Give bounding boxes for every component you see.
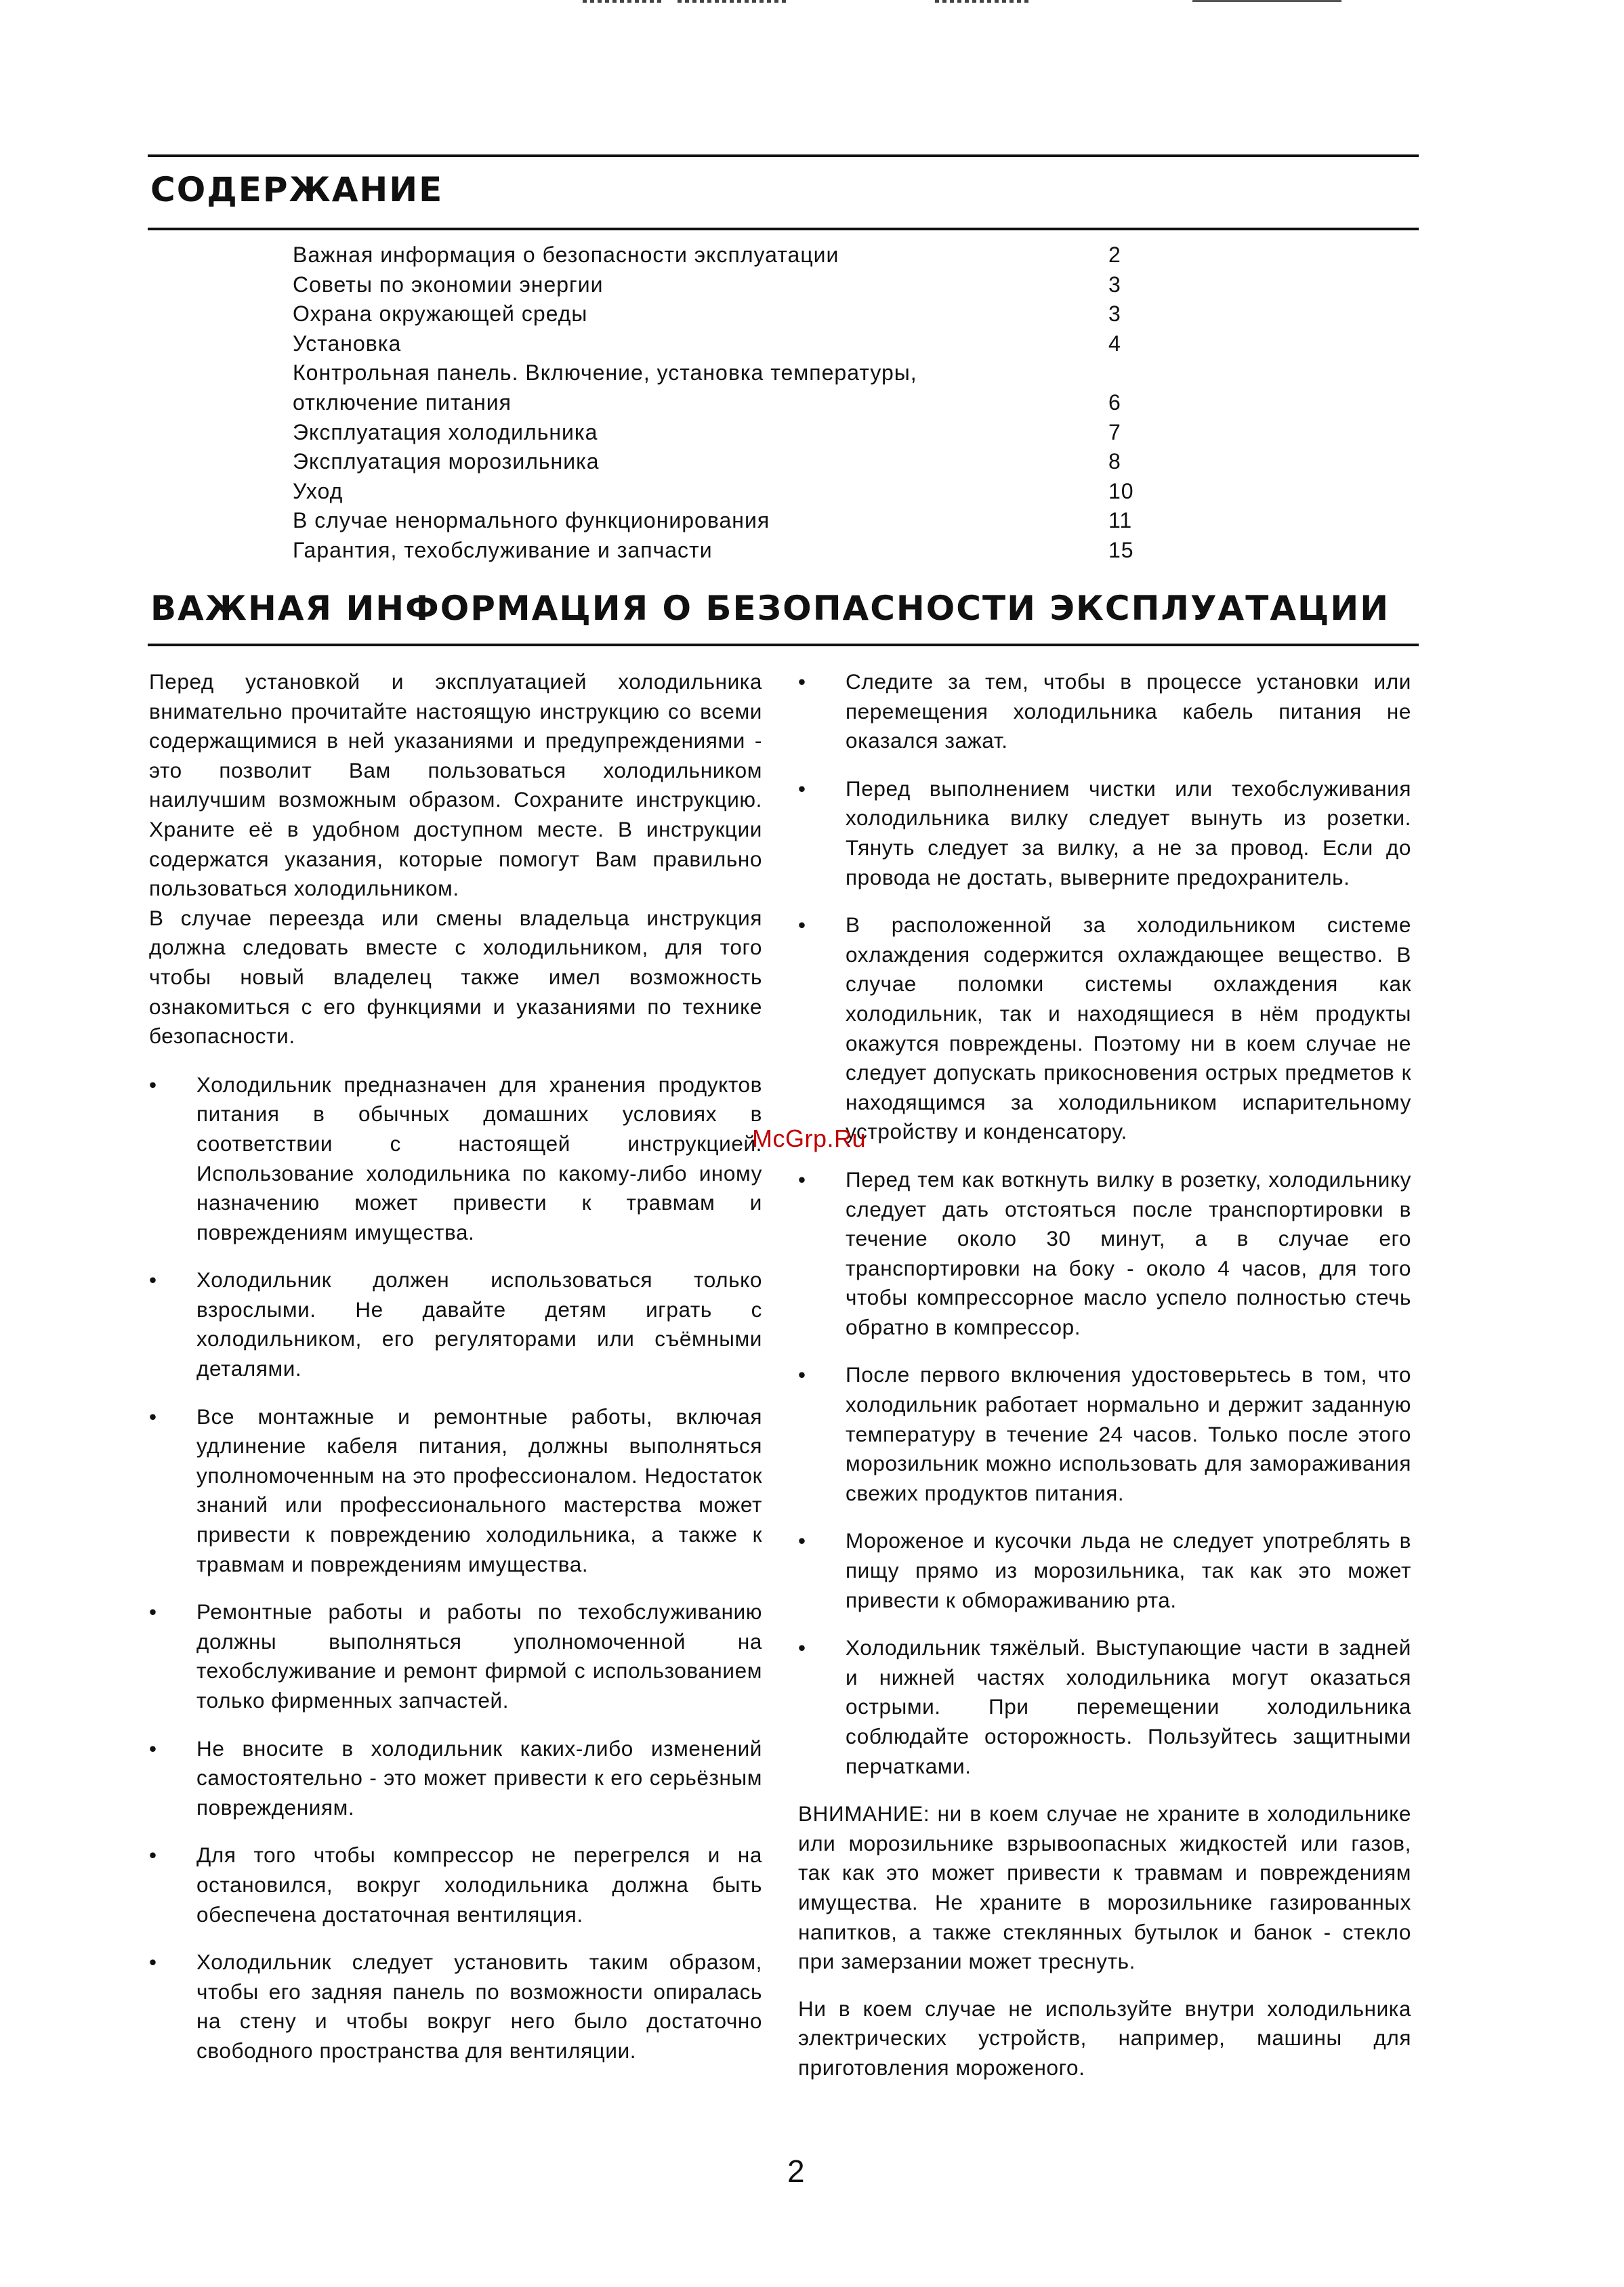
toc-item-page: 2 xyxy=(1108,243,1121,267)
toc-item-label: Эксплуатация морозильника xyxy=(293,449,600,474)
safety-bullet xyxy=(149,1597,762,1715)
safety-bullet xyxy=(798,667,1411,756)
bullet-icon: • xyxy=(149,1404,157,1429)
toc-item-label: Советы по экономии энергии xyxy=(293,272,604,297)
bullet-icon: • xyxy=(798,912,806,938)
safety-bullet xyxy=(149,1841,762,1929)
toc-item xyxy=(293,299,1140,329)
scan-artifact xyxy=(583,0,664,3)
toc-item xyxy=(293,506,1140,536)
bullet-icon: • xyxy=(149,1843,157,1868)
rule-top xyxy=(148,154,1419,157)
safety-title: ВАЖНАЯ ИНФОРМАЦИЯ О БЕЗОПАСНОСТИ ЭКСПЛУАТАЦИИ xyxy=(150,589,1390,628)
bullet-text: Для того чтобы компрессор не перегрелся и на остановился, вокруг холодильника должна быть обеспечена достаточная вентиляция. xyxy=(196,1843,762,1927)
warning-paragraph: ВНИМАНИЕ: ни в коем случае не храните в холодильнике или морозильнике взрывоопасных жидкостей или газов, так как это может привести к травмам и повреждениям имущества. Не храните в морозильнике газированных напитков, а также стеклянных бутылок и банок - стекло при замерзании может треснуть. xyxy=(798,1801,1411,1974)
toc-item-label: Контрольная панель. Включение, установка температуры, xyxy=(293,360,917,385)
spacer xyxy=(798,1977,1411,1994)
toc-item-page: 3 xyxy=(1108,301,1121,327)
bullet-icon: • xyxy=(798,1167,806,1192)
toc-item xyxy=(293,270,1140,300)
toc-item-page: 11 xyxy=(1108,508,1133,533)
toc-item-page: 6 xyxy=(1108,390,1121,415)
safety-bullet xyxy=(149,1070,762,1248)
toc-item-page: 15 xyxy=(1108,537,1134,562)
safety-list-right xyxy=(798,667,1411,1781)
bullet-text: Холодильник тяжёлый. Выступающие части в задней и нижней частях холодильника могут оказаться острыми. При перемещении холодильника соблюдайте осторожность. Пользуйтесь защитными перчатками. xyxy=(846,1635,1411,1778)
toc-item xyxy=(293,536,1140,566)
bullet-text: В расположенной за холодильником системе охлаждения содержится охлаждающее вещество. В случае поломки системы охлаждения как холодильник, так и находящиеся в нём продукты окажутся повреждены. Поэтому ни в коем случае не следует допускать прикосновения острых предметов к находящимся за холодильником испарительному устройству и конденсатору. xyxy=(846,912,1411,1144)
bullet-icon: • xyxy=(149,1267,157,1293)
bullet-text: Холодильник должен использоваться только взрослыми. Не давайте детям играть с холодильником, его регуляторами или съёмными деталями. xyxy=(196,1267,762,1381)
toc-item xyxy=(293,477,1140,507)
safety-bullet xyxy=(149,1265,762,1383)
toc-item xyxy=(293,240,1140,270)
bullet-icon: • xyxy=(798,1362,806,1387)
intro-paragraph: В случае переезда или смены владельца инструкция должна следовать вместе с холодильником, для того чтобы новый владелец также имел возможность ознакомиться с его функциями и указаниями по технике безопасности. xyxy=(149,905,762,1049)
toc-item-label: Важная информация о безопасности эксплуатации xyxy=(293,243,839,267)
bullet-icon: • xyxy=(149,1072,157,1097)
toc-item xyxy=(293,388,1140,418)
safety-bullet xyxy=(798,910,1411,1147)
bullet-icon: • xyxy=(149,1599,157,1624)
bullet-text: Перед выполнением чистки или техобслуживания холодильника вилку следует вынуть из розетки. Тянуть следует за вилку, а не за провод. Если до провода не достать, выверните предохранитель. xyxy=(846,776,1411,889)
rule-toc xyxy=(148,228,1419,230)
toc-item-label: Гарантия, техобслуживание и запчасти xyxy=(293,537,713,562)
toc-item-label: Эксплуатация холодильника xyxy=(293,419,598,444)
toc-item xyxy=(293,329,1140,359)
safety-bullet xyxy=(149,1948,762,2065)
bullet-icon: • xyxy=(798,1528,806,1553)
bullet-text: Ремонтные работы и работы по техобслуживанию должны выполняться уполномоченной на техобслуживание и ремонт фирмой с использованием только фирменных запчастей. xyxy=(196,1599,762,1713)
left-column xyxy=(149,667,762,2084)
bullet-icon: • xyxy=(798,1635,806,1660)
page-number: 2 xyxy=(787,2154,805,2189)
scan-artifact xyxy=(935,0,1030,3)
bullet-text: Мороженое и кусочки льда не следует употреблять в пищу прямо из морозильника, так как это может привести к обмораживанию рта. xyxy=(846,1528,1411,1612)
toc-item-page: 3 xyxy=(1108,272,1121,297)
safety-bullet xyxy=(798,774,1411,892)
bullet-icon: • xyxy=(149,1736,157,1761)
safety-bullet xyxy=(798,1633,1411,1781)
toc-item-page: 10 xyxy=(1108,478,1134,503)
bullet-text: После первого включения удостоверьтесь в том, что холодильник работает нормально и держит заданную температуру в течение 24 часов. Только после этого морозильник можно использовать для замораживания свежих продуктов питания. xyxy=(846,1362,1411,1505)
toc-title: СОДЕРЖАНИЕ xyxy=(150,170,444,209)
safety-bullet xyxy=(149,1402,762,1580)
safety-bullet xyxy=(798,1526,1411,1615)
rule-safety xyxy=(148,644,1419,646)
bullet-icon: • xyxy=(798,669,806,694)
toc-item-label: отключение питания xyxy=(293,390,512,415)
bullet-text: Холодильник следует установить таким образом, чтобы его задняя панель по возможности опиралась на стену и чтобы вокруг него было достаточно свободного пространства для вентиляции. xyxy=(196,1950,762,2063)
toc-list xyxy=(293,240,1140,566)
toc-item-page: 8 xyxy=(1108,449,1121,474)
spacer xyxy=(149,1051,762,1070)
toc-item xyxy=(293,358,1140,388)
right-column xyxy=(798,667,1411,2083)
toc-item-label: Охрана окружающей среды xyxy=(293,301,588,327)
toc-item-page: 7 xyxy=(1108,419,1121,444)
safety-list-left xyxy=(149,1070,762,2066)
scan-artifact xyxy=(678,0,786,3)
bullet-text: Следите за тем, чтобы в процессе установки или перемещения холодильника кабель питания не оказался зажат. xyxy=(846,669,1411,753)
intro-paragraph: Перед установкой и эксплуатацией холодильника внимательно прочитайте настоящую инструкцию со всеми содержащимися в ней указаниями и предупреждениями - это позволит Вам пользоваться холодильником наилучшим возможным образом. Сохраните инструкцию. Храните её в удобном доступном месте. В инструкции содержатся указания, которые помогут Вам правильно пользоваться холодильником. xyxy=(149,669,762,901)
toc-item-label: Уход xyxy=(293,478,343,503)
toc-item xyxy=(293,418,1140,448)
bullet-icon: • xyxy=(798,776,806,801)
bullet-text: Не вносите в холодильник каких-либо изменений самостоятельно - это может привести к его серьёзным повреждениям. xyxy=(196,1736,762,1820)
scan-artifact xyxy=(1192,0,1341,2)
bullet-text: Все монтажные и ремонтные работы, включая удлинение кабеля питания, должны выполняться уполномоченным на это профессионалом. Недостаток знаний или профессионального мастерства может привести к повреждению холодильника, а также к травмам и повреждениям имущества. xyxy=(196,1404,762,1576)
bullet-icon: • xyxy=(149,1950,157,1975)
bullet-text: Перед тем как воткнуть вилку в розетку, холодильнику следует дать отстояться после транспортировки в течение около 30 минут, а в случае его транспортировки на боку - около 4 часов, для того чтобы компрессорное масло успело полностью стечь обратно в компрессор. xyxy=(846,1167,1411,1339)
bullet-text: Холодильник предназначен для хранения продуктов питания в обычных домашних условиях в соответствии с настоящей инструкцией. Использование холодильника по какому-либо иному назначению может привести к травмам и повреждениям имущества. xyxy=(196,1072,762,1244)
toc-item-label: Установка xyxy=(293,331,402,356)
final-note: Ни в коем случае не используйте внутри холодильника электрических устройств, например, машины для приготовления мороженого. xyxy=(798,1996,1411,2080)
safety-bullet xyxy=(798,1165,1411,1343)
safety-bullet xyxy=(798,1360,1411,1508)
toc-item-page: 4 xyxy=(1108,331,1121,356)
safety-bullet xyxy=(149,1734,762,1823)
watermark: McGrp.Ru xyxy=(752,1125,867,1152)
toc-item-label: В случае ненормального функционирования xyxy=(293,508,770,533)
toc-item xyxy=(293,447,1140,477)
